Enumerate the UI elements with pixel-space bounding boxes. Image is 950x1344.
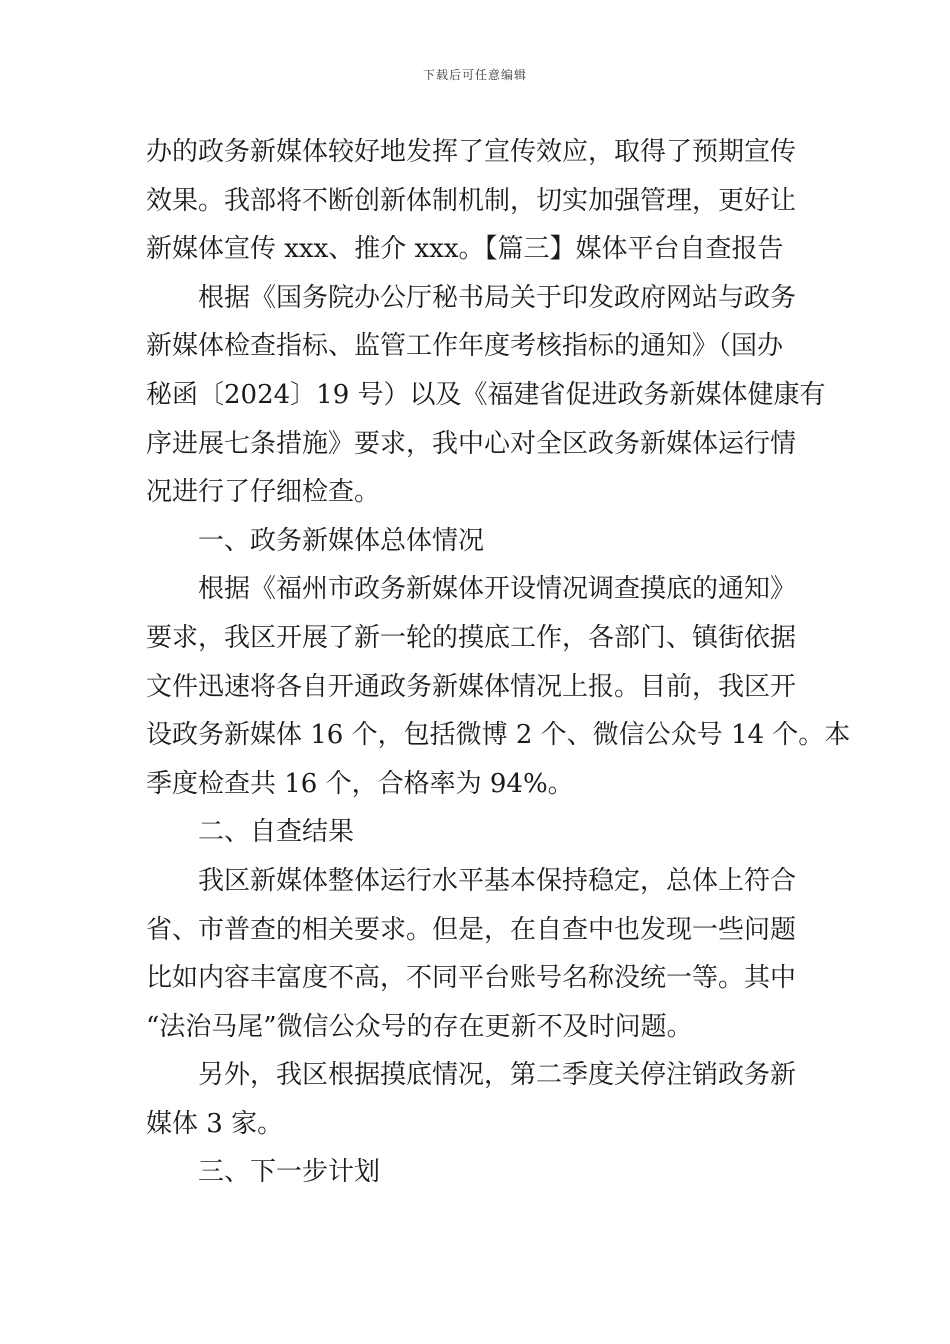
download-note: 下载后可任意编辑: [422, 68, 527, 82]
document-body: [146, 128, 851, 1197]
text-line: 文件迅速将各自开通政务新媒体情况上报。目前，我区开: [146, 671, 797, 702]
text-line: 新媒体检查指标、监管工作年度考核指标的通知》（国办: [146, 331, 784, 362]
paragraph-start-line: 根据《福州市政务新媒体开设情况调查摸底的通知》: [198, 574, 797, 605]
text-line: 况进行了仔细检查。: [146, 477, 381, 508]
section-heading-1: 一、政务新媒体总体情况: [198, 525, 485, 556]
text-line: 办的政务新媒体较好地发挥了宣传效应，取得了预期宣传: [146, 137, 797, 167]
text-line: 要求，我区开展了新一轮的摸底工作，各部门、镇街依据: [146, 622, 797, 653]
section-heading-3: 三、下一步计划: [198, 1157, 381, 1188]
paragraph-start-line: 另外，我区根据摸底情况，第二季度关停注销政务新: [198, 1060, 797, 1091]
text-line: 秘函〔2024〕19 号）以及《福建省促进政务新媒体健康有: [146, 379, 826, 410]
paragraph-start-line: 我区新媒体整体运行水平基本保持稳定，总体上符合: [198, 865, 797, 896]
text-line: “法治马尾”微信公众号的存在更新不及时问题。: [146, 1011, 693, 1042]
section-heading-2: 二、自查结果: [198, 817, 355, 848]
text-line: 比如内容丰富度不高，不同平台账号名称没统一等。其中: [146, 963, 797, 994]
text-line: 媒体 3 家。: [146, 1108, 284, 1139]
text-line: 新媒体宣传 xxx、推介 xxx。【篇三】媒体平台自查报告: [146, 234, 784, 265]
text-line: 季度检查共 16 个，合格率为 94%。: [146, 768, 574, 799]
text-line: 序进展七条措施》要求，我中心对全区政务新媒体运行情: [146, 428, 797, 459]
text-line: 效果。我部将不断创新体制机制，切实加强管理，更好让: [146, 185, 797, 216]
paragraph-start-line: 根据《国务院办公厅秘书局关于印发政府网站与政务: [198, 282, 797, 313]
text-line: 设政务新媒体 16 个，包括微博 2 个、微信公众号 14 个。本: [146, 720, 851, 751]
text-line: 省、市普查的相关要求。但是，在自查中也发现一些问题: [146, 914, 797, 945]
